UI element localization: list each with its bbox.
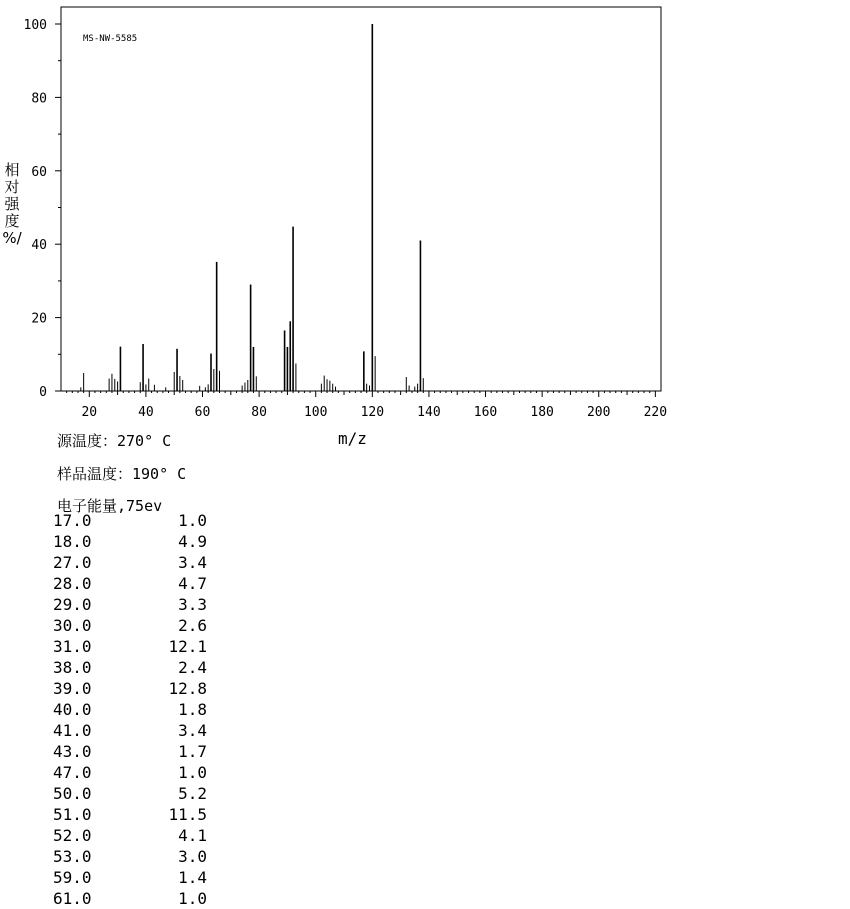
peak-mz: 17.0: [53, 511, 92, 530]
peak-abundance: 5.2: [178, 784, 207, 803]
peak-mz: 59.0: [53, 868, 92, 887]
peak-mz: 28.0: [53, 574, 92, 593]
peak-abundance: 3.4: [178, 721, 207, 740]
peak-abundance: 3.3: [178, 595, 207, 614]
y-tick-label: 80: [31, 91, 47, 107]
y-axis-label-char: 相: [4, 161, 20, 179]
peak-row: [53, 657, 207, 678]
peak-mz: 30.0: [53, 616, 92, 635]
peak-abundance: 4.7: [178, 574, 207, 593]
peak-abundance: 1.0: [178, 511, 207, 530]
peak-mz: 47.0: [53, 763, 92, 782]
peak-mz: 39.0: [53, 679, 92, 698]
peak-abundance: 12.8: [168, 679, 207, 698]
peak-row: [53, 720, 207, 741]
peak-abundance: 2.6: [178, 616, 207, 635]
y-tick-label: 0: [39, 385, 47, 400]
y-axis-label-char: 强: [4, 195, 20, 213]
peak-row: [53, 636, 207, 657]
spectrum-id-annotation: MS-NW-5585: [83, 34, 138, 44]
peak-row: [53, 510, 207, 531]
peak-row: [53, 699, 207, 720]
peak-mz: 50.0: [53, 784, 92, 803]
x-tick-label: 140: [417, 405, 441, 420]
sample-temperature: 样品温度：190° C: [57, 465, 187, 483]
peak-mz: 53.0: [53, 847, 92, 866]
peak-row: [53, 573, 207, 594]
peak-row: [53, 594, 207, 615]
x-tick-label: 20: [81, 405, 98, 420]
y-axis: [24, 18, 61, 400]
peak-mz: 29.0: [53, 595, 92, 614]
peak-abundance: 4.9: [178, 532, 207, 551]
peak-row: [53, 531, 207, 552]
peak-table: [53, 510, 207, 909]
peak-row: [53, 804, 207, 825]
peak-abundance: 1.0: [178, 763, 207, 782]
mass-spectrum-chart: [0, 0, 850, 430]
x-tick-label: 40: [138, 405, 154, 420]
peak-row: [53, 762, 207, 783]
peak-abundance: 1.4: [178, 868, 207, 887]
peak-mz: 41.0: [53, 721, 92, 740]
peak-mz: 40.0: [53, 700, 92, 719]
peak-abundance: 11.5: [168, 805, 207, 824]
plot-frame: [61, 7, 661, 391]
peak-abundance: 3.0: [178, 847, 207, 866]
x-tick-label: 200: [586, 405, 611, 420]
y-axis-label: [2, 162, 22, 247]
y-axis-label-char: 度: [4, 212, 20, 230]
peak-row: [53, 867, 207, 888]
source-temperature: 源温度：270° C: [57, 432, 172, 450]
y-tick-label: 100: [23, 18, 47, 33]
peak-abundance: 2.4: [178, 658, 207, 677]
y-tick-label: 20: [31, 311, 47, 327]
peak-row: [53, 783, 207, 804]
peak-mz: 31.0: [53, 637, 92, 656]
peak-mz: 61.0: [53, 889, 92, 908]
y-tick-label: 40: [31, 238, 47, 254]
x-tick-label: 80: [251, 405, 267, 420]
peak-row: [53, 825, 207, 846]
peak-mz: 27.0: [53, 553, 92, 572]
peak-mz: 38.0: [53, 658, 92, 677]
x-tick-label: 220: [643, 405, 668, 420]
y-axis-label-char: 对: [4, 178, 20, 196]
peak-abundance: 1.7: [178, 742, 207, 761]
peak-row: [53, 846, 207, 867]
spectrum-peaks: [81, 24, 423, 391]
peak-abundance: 3.4: [178, 553, 207, 572]
peak-row: [53, 888, 207, 909]
peak-mz: 43.0: [53, 742, 92, 761]
peak-abundance: 12.1: [168, 637, 207, 656]
x-axis: [67, 391, 667, 420]
x-tick-label: 60: [194, 405, 211, 420]
y-tick-label: 60: [31, 164, 47, 180]
peak-abundance: 1.8: [178, 700, 207, 719]
x-tick-label: 160: [473, 405, 498, 420]
x-axis-label: m/z: [338, 429, 367, 448]
peak-mz: 52.0: [53, 826, 92, 845]
peak-abundance: 1.0: [178, 889, 207, 908]
peak-mz: 51.0: [53, 805, 92, 824]
peak-mz: 18.0: [53, 532, 92, 551]
x-tick-label: 100: [303, 405, 328, 420]
peak-row: [53, 615, 207, 636]
electron-energy: 电子能量,75ev: [57, 497, 163, 515]
peak-row: [53, 678, 207, 699]
peak-row: [53, 552, 207, 573]
peak-row: [53, 741, 207, 762]
x-tick-label: 180: [530, 405, 554, 420]
peak-abundance: 4.1: [178, 826, 207, 845]
x-tick-label: 120: [360, 405, 385, 420]
y-axis-label-char: %/: [2, 229, 22, 247]
